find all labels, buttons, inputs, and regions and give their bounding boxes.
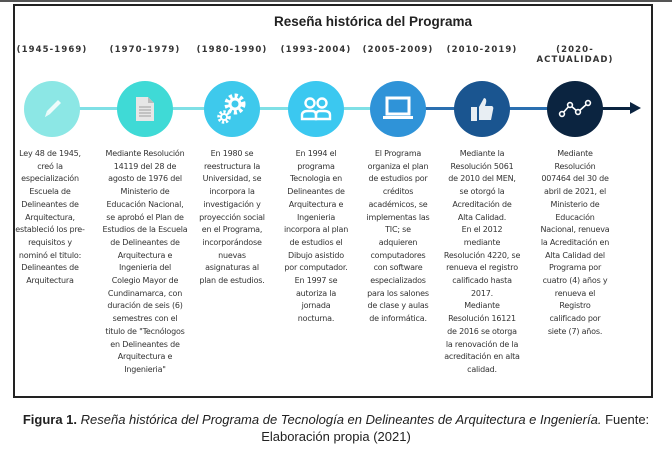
- figure-caption: [0, 411, 672, 445]
- period-label: (1970-1979): [109, 45, 181, 55]
- milestone-circle: [288, 81, 344, 137]
- milestone-description: El Programa organiza el plan de estudios por créditos académicos, se implementas las TIC; se adquieren computadores con software especializados para los salones de clase y aulas de informática.: [366, 149, 430, 324]
- milestone-circle: [117, 81, 173, 137]
- period-label: (2010-2019): [446, 45, 518, 55]
- users-icon: [300, 95, 332, 123]
- timeline-arrow-icon: [630, 102, 641, 114]
- gears-icon: [214, 91, 250, 127]
- milestone-circle: [204, 81, 260, 137]
- period-label: (1945-1969): [16, 45, 88, 55]
- period-label: (1980-1990): [196, 45, 268, 55]
- pencil-icon: [39, 96, 65, 122]
- milestone-description: Mediante Resolución 007464 del 30 de abril de 2021, el Ministerio de Educación Nacional, renueva la Acreditación en Alta Calidad del Programa por cuatro (4) años y renueva el Registro calificado por siete (7) años.: [540, 149, 610, 336]
- milestone-description: Ley 48 de 1945, creó la especialización Escuela de Delineantes de Arquitectura, estableció los pre- requisitos y nominó el titulo: Delineantes de Arquitectura: [15, 149, 85, 286]
- caption-source: Fuente: Elaboración propia (2021): [261, 412, 650, 444]
- period-label: (1993-2004): [280, 45, 352, 55]
- milestone-circle: [24, 81, 80, 137]
- milestone-description: Mediante Resolución 14119 del 28 de agosto de 1976 del Ministerio de Educación Nacional, se aprobó el Plan de Estudios de la Escuela de Delineantes de Arquitectura e Ingenieria del Colegio Mayor de Cundinamarca, con duración de seis (6) semestres con el titulo de "Tecnólogos en Delineantes de Arquitectura e Ingenieria": [102, 149, 188, 374]
- milestone-description: En 1980 se reestructura la Universidad, se incorpora la investigación y proyección social en el Programa, incorporándose nuevas asignaturas al plan de estudios.: [199, 149, 265, 286]
- milestone-description: En 1994 el programa Tecnologia en Delineantes de Arquitectura e Ingenieria incorpora al plan de estudios el Dibujo asistido por computador. En 1997 se autoriza la jornada nocturna.: [283, 149, 349, 324]
- milestone-circle: [547, 81, 603, 137]
- thumbs-up-icon: [467, 94, 497, 124]
- line-chart-icon: [558, 98, 592, 120]
- period-label: (2020-ACTUALIDAD): [536, 45, 614, 65]
- caption-title: Reseña histórica del Programa de Tecnología en Delineantes de Arquitectura e Ingeniería.: [80, 412, 602, 427]
- caption-label: Figura 1.: [22, 412, 78, 427]
- milestone-circle: [370, 81, 426, 137]
- document-icon: [133, 95, 157, 123]
- figure-title: Reseña histórica del Programa: [273, 14, 473, 29]
- milestone-description: Mediante la Resolución 5061 de 2010 del MEN, se otorgó la Acreditación de Alta Calidad. En el 2012 mediante Resolución 4220, se renueva el registro calificado hasta 2017. Mediante Resolución 16121 de 2016 se otorga la renovación de la acreditación en alta calidad.: [443, 149, 521, 374]
- period-label: (2005-2009): [362, 45, 434, 55]
- milestone-circle: [454, 81, 510, 137]
- page-top-rule: [0, 0, 672, 2]
- laptop-icon: [381, 95, 415, 123]
